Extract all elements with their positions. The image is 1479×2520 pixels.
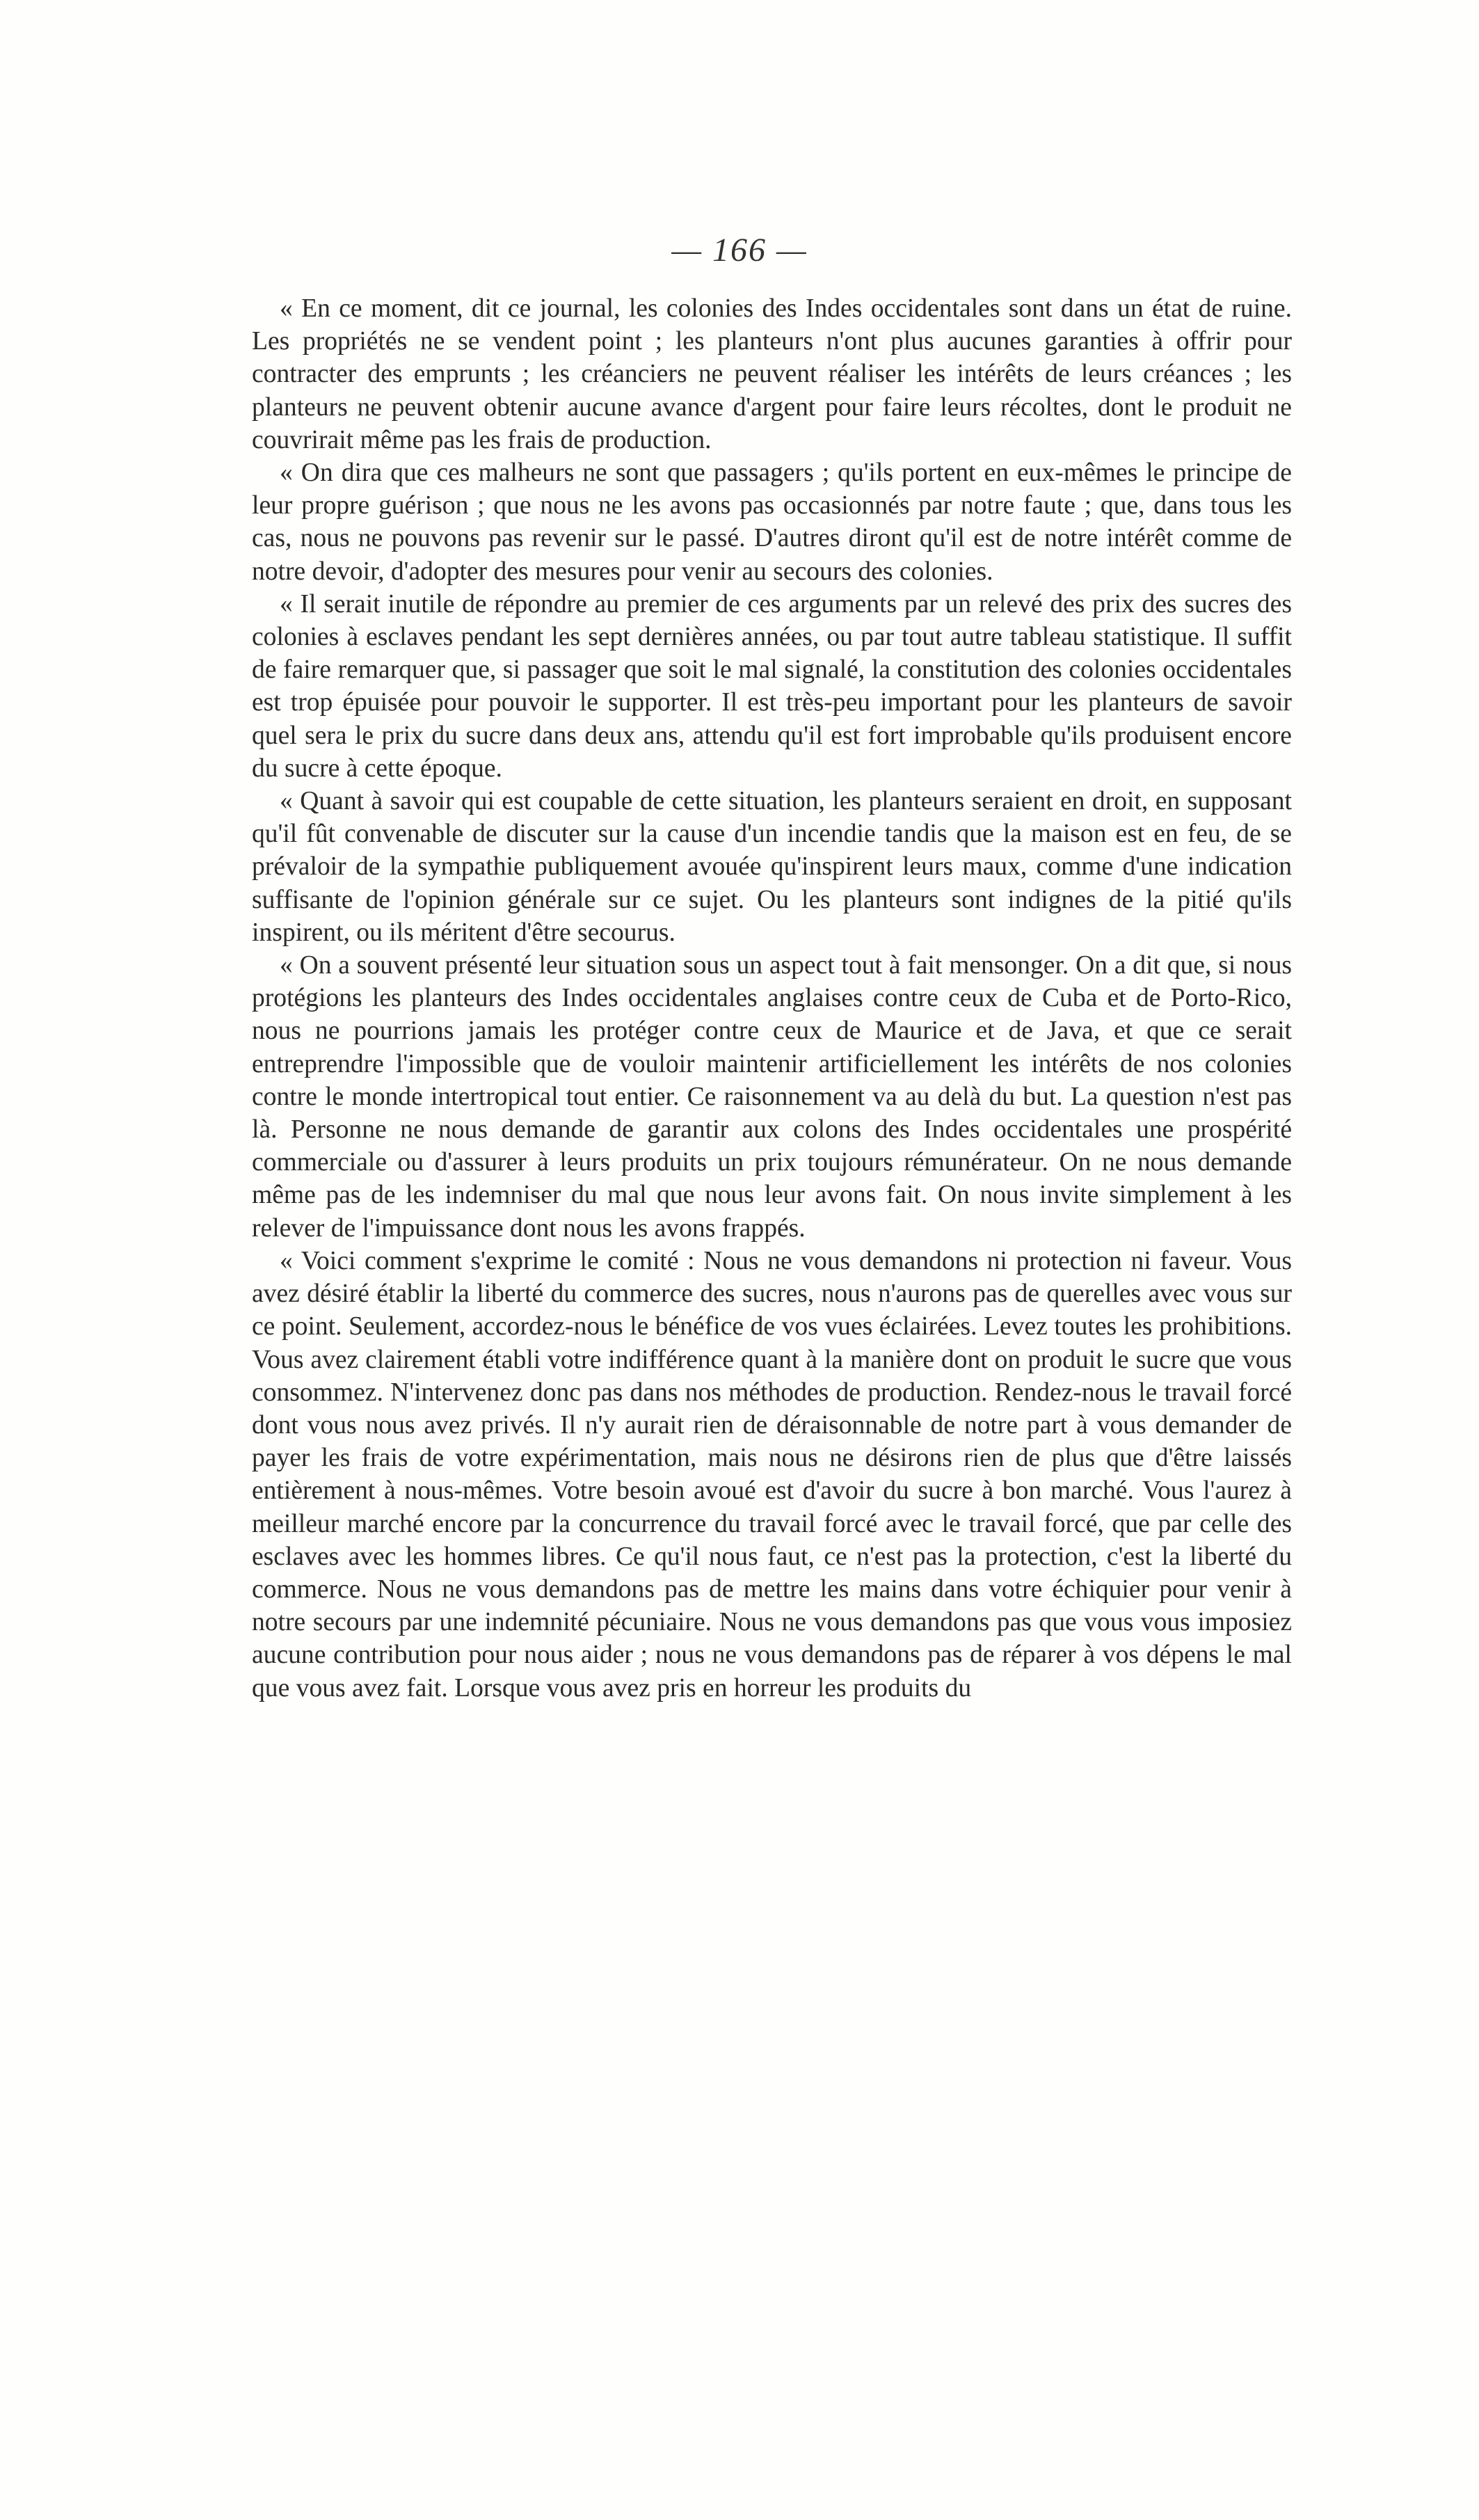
body-text bbox=[252, 292, 1292, 1705]
paragraph: « En ce moment, dit ce journal, les colonies des Indes occidentales sont dans un état de ruine. Les propriétés ne se vendent point ; les planteurs n'ont plus aucunes garanties à offrir pour contracter des emprunts ; les créanciers ne peuvent réaliser les intérêts de leurs créances ; les planteurs ne peuvent obtenir aucune avance d'argent pour faire leurs récoltes, dont le produit ne couvrirait même pas les frais de production. bbox=[252, 294, 1292, 454]
paragraph: « On dira que ces malheurs ne sont que passagers ; qu'ils portent en eux-mêmes le principe de leur propre guérison ; que nous ne les avons pas occasionnés par notre faute ; que, dans tous les cas, nous ne pouvons pas revenir sur le passé. D'autres diront qu'il est de notre intérêt comme de notre devoir, d'adopter des mesures pour venir au secours des colonies. bbox=[252, 458, 1292, 586]
paragraph: « Voici comment s'exprime le comité : Nous ne vous demandons ni protection ni faveur. Vous avez désiré établir la liberté du commerce des sucres, nous n'aurons pas de querelles avec vous sur ce point. Seulement, accordez-nous le bénéfice de vos vues éclairées. Levez toutes les prohibitions. Vous avez clairement établi votre indifférence quant à la manière dont on produit le sucre que vous consommez. N'intervenez donc pas dans nos méthodes de production. Rendez-nous le travail forcé dont vous nous avez privés. Il n'y aurait rien de déraisonnable de notre part à vous demander de payer les frais de votre expérimentation, mais nous ne désirons rien de plus que d'être laissés entièrement à nous-mêmes. Votre besoin avoué est d'avoir du sucre à bon marché. Vous l'aurez à meilleur marché encore par la concurrence du travail forcé avec le travail forcé, que par celle des esclaves avec les hommes libres. Ce qu'il nous faut, ce n'est pas la protection, c'est la liberté du commerce. Nous ne vous demandons pas de mettre les mains dans votre échiquier pour venir à notre secours par une indemnité pécuniaire. Nous ne vous demandons pas que vous vous imposiez aucune contribution pour nous aider ; nous ne vous demandons pas de réparer à vos dépens le mal que vous avez fait. Lorsque vous avez pris en horreur les produits du bbox=[252, 1246, 1292, 1702]
paragraph: « Il serait inutile de répondre au premier de ces arguments par un relevé des prix des sucres des colonies à esclaves pendant les sept dernières années, ou par tout autre tableau statistique. Il suffit de faire remarquer que, si passager que soit le mal signalé, la constitution des colonies occidentales est trop épuisée pour pouvoir le supporter. Il est très-peu important pour les planteurs de savoir quel sera le prix du sucre dans deux ans, attendu qu'il est fort improbable qu'ils produisent encore du sucre à cette époque. bbox=[252, 589, 1292, 783]
paragraph: « On a souvent présenté leur situation sous un aspect tout à fait mensonger. On a dit que, si nous protégions les planteurs des Indes occidentales anglaises contre ceux de Cuba et de Porto-Rico, nous ne pourrions jamais les protéger contre ceux de Maurice et de Java, et que ce serait entreprendre l'impossible que de vouloir maintenir artificiellement les intérêts de nos colonies contre le monde intertropical tout entier. Ce raisonnement va au delà du but. La question n'est pas là. Personne ne nous demande de garantir aux colons des Indes occidentales une prospérité commerciale ou d'assurer à leurs produits un prix toujours rémunérateur. On ne nous demande même pas de les indemniser du mal que nous leur avons fait. On nous invite simplement à les relever de l'impuissance dont nous les avons frappés. bbox=[252, 951, 1292, 1243]
paragraph: « Quant à savoir qui est coupable de cette situation, les planteurs seraient en droit, en supposant qu'il fût convenable de discuter sur la cause d'un incendie tandis que la maison est en feu, de se prévaloir de la sympathie publiquement avouée qu'inspirent leurs maux, comme d'une indication suffisante de l'opinion générale sur ce sujet. Ou les planteurs sont indignes de la pitié qu'ils inspirent, ou ils méritent d'être secourus. bbox=[252, 787, 1292, 947]
page-number: — 166 — bbox=[671, 232, 808, 269]
